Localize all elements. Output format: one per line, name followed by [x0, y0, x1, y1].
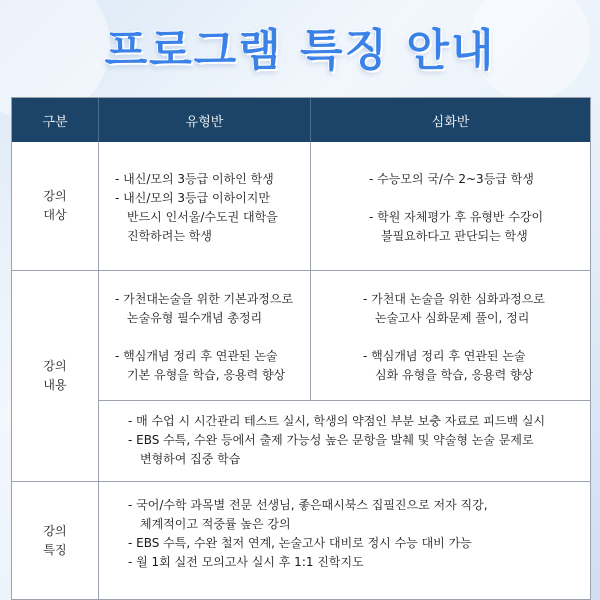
list-item: 심화 유형을 학습, 응용력 향상 — [375, 368, 534, 382]
list-item: 체계적이고 적중률 높은 강의 — [140, 517, 291, 531]
grid-line — [12, 481, 590, 482]
content-common-cell — [128, 412, 545, 469]
list-item: 반드시 인서울/수도권 대학을 — [127, 210, 278, 224]
list-item: - 내신/모의 3등급 이하인 학생 — [115, 172, 274, 186]
header-divider — [310, 98, 311, 142]
page-title: 프로그램 특징 안내 — [104, 25, 496, 76]
content-advanced-cell — [363, 290, 545, 385]
header-basic-class: 유형반 — [99, 98, 310, 142]
row-label-features: 강의 특징 — [43, 524, 67, 557]
content-basic-cell — [115, 290, 293, 385]
header-divider — [98, 98, 99, 142]
grid-line — [98, 142, 99, 600]
target-advanced-cell — [369, 170, 543, 246]
list-item: - EBS 수특, 수완 철저 연계, 논술고사 대비로 정시 수능 대비 가능 — [128, 536, 472, 550]
list-item: 불필요하다고 판단되는 학생 — [381, 229, 528, 243]
program-table — [11, 97, 591, 600]
grid-line — [310, 142, 311, 400]
list-item: 변형하여 집중 학습 — [140, 452, 241, 466]
header-advanced-class: 심화반 — [311, 98, 590, 142]
list-item: - 가천대 논술을 위한 심화과정으로 — [363, 292, 545, 306]
list-item: - 매 수업 시 시간관리 테스트 실시, 학생의 약점인 부분 보충 자료로 피드백 실시 — [128, 414, 546, 428]
target-basic-cell — [115, 170, 278, 246]
row-label-content: 강의 내용 — [43, 359, 67, 392]
row-label-target: 강의 대상 — [43, 189, 67, 222]
list-item: - 핵심개념 정리 후 연관된 논술 — [115, 349, 278, 363]
list-item: 논술유형 필수개념 총정리 — [127, 311, 263, 325]
list-item: - 월 1회 실전 모의고사 실시 후 1:1 진학지도 — [128, 555, 364, 569]
list-item: - 내신/모의 3등급 이하이지만 — [115, 191, 270, 205]
list-item: - 학원 자체평가 후 유형반 수강이 — [369, 210, 544, 224]
list-item: - EBS 수특, 수완 등에서 출제 가능성 높은 문항을 발췌 및 약술형 논술 문제로 — [128, 433, 534, 447]
list-item: 기본 유형을 학습, 응용력 향상 — [127, 368, 286, 382]
list-item: - 국어/수학 과목별 전문 선생님, 좋은때시북스 집필진으로 저자 직강, — [128, 498, 488, 512]
header-category: 구분 — [12, 98, 98, 142]
features-cell — [128, 496, 488, 572]
list-item: - 핵심개념 정리 후 연관된 논술 — [363, 349, 526, 363]
list-item: 논술고사 심화문제 풀이, 정리 — [375, 311, 530, 325]
list-item: - 수능모의 국/수 2~3등급 학생 — [369, 172, 534, 186]
list-item: - 가천대논술을 위한 기본과정으로 — [115, 292, 294, 306]
list-item: 진학하려는 학생 — [127, 229, 212, 243]
grid-line — [98, 400, 590, 401]
grid-line — [12, 270, 590, 271]
